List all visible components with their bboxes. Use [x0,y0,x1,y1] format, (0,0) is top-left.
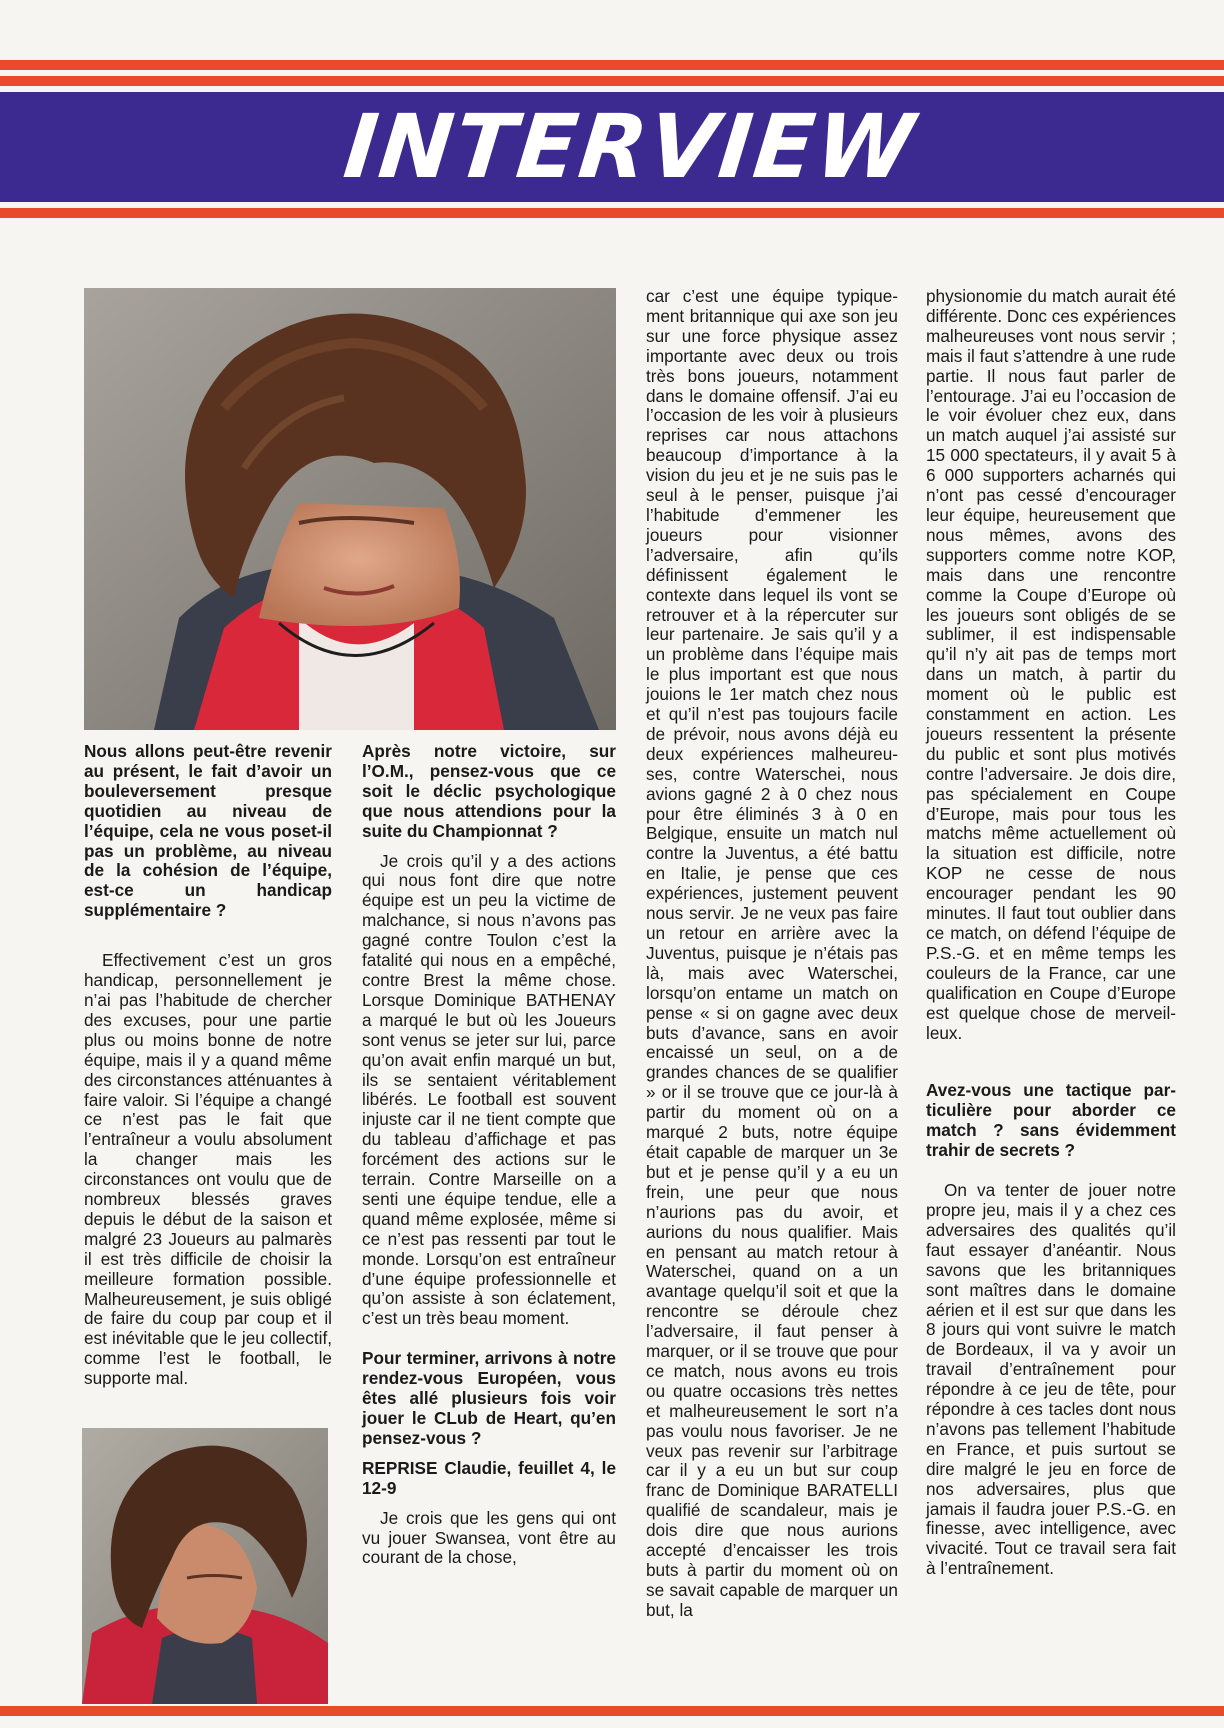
coach-small-photo [82,1428,328,1704]
question-cohesion: Nous allons peut-être revenir au présent, le fait d’avoir un bouleversement presque quotidien au niveau de l’équipe, cela ne vous poset-il pas un problème, au niveau de la cohésion de l’équipe, est-ce un handicap supplémentaire ? [84,741,332,921]
answer-victory-om: Je crois qu’il y a des actions qui nous font dire que notre équipe est un peu la victime de malchance, si nous n’avons pas gagné contre Toulon c’est la fatalité qui nous en a empêché, contre Brest la même chose. Lorsque Dominique BATHENAY a marqué le but où les Joueurs sont venus se jeter sur lui, parce qu’on avait enfin marqué un but, ils se sentaient véritablement libérés. Le football est souvent injuste car il ne tient compte que du tableau d’affichage et pas forcément des actions sur le terrain. Contre Marseille on a senti une équipe tendue, elle a quand même explosée, même si ce n’est pas ressenti par tout le monde. Lorsqu’on est entraîneur d’une équipe professionnelle et qu’on assiste à son éclatement, c’est un très beau moment. [362,850,616,1329]
reprise-note: REPRISE Claudie, feuillet 4, le 12-9 [362,1457,616,1498]
column-3 [646,287,898,1621]
question-victory-om: Après notre victoire, sur l’O.M., pensez-vous que ce soit le déclic psychologique que nous attendions pour la suite du Championnat ? [362,741,616,841]
question-european-match: Pour terminer, arrivons à notre rendez-vous Européen, vous êtes allé plusieurs fois voir jouer le CLub de Heart, qu’en pensez-vous ? [362,1348,616,1448]
question-tactics: Avez-vous une tactique particulière pour aborder ce match ? sans évidemment trahir de secrets ? [926,1080,1176,1161]
column-1 [84,742,332,1389]
answer-cohesion: Effectivement c’est un gros handicap, personnellement je n’ai pas l’habitude de chercher des excuses, pour une partie plus ou moins bonne de notre équipe, mais il y a quand même des circonstances atténuantes à faire valoir. Si l’équipe a changé ce n’est pas le fait que l’entraîneur a voulu absolument la changer mais les circonstances ont voulu que de nombreux blessés graves depuis le début de la saison et malgré 23 Joueurs au palmarès il est très difficile de choisir la meilleure formation possible. Malheureusement, je suis obligé de faire du coup par coup et il est inévitable que le jeu collectif, comme l’est le football, le supporte mal. [84,950,332,1389]
column-2 [362,742,616,1568]
lower-red-stripe [0,208,1224,218]
column-4 [926,287,1176,1579]
top-red-stripe [0,60,1224,70]
coach-portrait-photo [84,288,616,730]
answer-european-continued: car c’est une équipe typiquement britannique qui axe son jeu sur une force physique assez importante avec deux ou trois très bons joueurs, notamment dans le domaine offensif. J’ai eu l’occasion de les voir à plusieurs reprises car nous attachons beaucoup d’importance à la vision du jeu et je ne suis pas le seul à le penser, puisque j’ai l’habitude d’emmener les joueurs pour visionner l’adversaire, afin qu’ils définissent également le contexte dans lequel ils vont se retrouver et à la répercuter sur leur partenaire. Je sais qu’il y a un problème dans l’équipe mais le plus important est que nous jouions le 1er match chez nous et qu’il n’est pas toujours facile de prévoir, nous avons déjà eu deux expériences malheureuses, contre Waterschei, nous avions gagné 2 à 0 chez nous pour être éliminés 3 à 0 en Belgique, ensuite un match nul contre la Juventus, a été battu en Italie, je pense que ces expériences, justement peuvent nous servir. Je ne veux pas faire un retour en arrière avec la Juventus, puisque je n’étais pas là, mais avec Waterschei, lorsqu’on entame un match on pense « si on gagne avec deux buts d’avance, sans en avoir encaissé un seul, on a de grandes chances de se qualifier » or il se trouve que ce jour-là à partir du moment où on a marqué 2 buts, notre équipe était capable de marquer un 3e but et je pense qu’il y a eu un frein, une peur que nous n’aurions pas du avoir, et aurions du nous qualifier. Mais en pensant au match retour à Waterschei, quand on a un avantage quelqu’il soit et que la rencontre se déroule chez l’adversaire, il faut penser à marquer, or il se trouve que pour ce match, nous avons eu trois ou quatre occasions très nettes et malheureusement le sort n’a pas voulu nous favoriser. Je ne veux pas revenir sur l’arbitrage car il y a eu un but sur coup franc de Dominique BARATELLI qualifié de scandaleur, mais je dois dire que nous aurions accepté d’encaisser les trois buts à partir du moment où on se savait capable de marquer un but, la [646,286,898,1620]
answer-european-match: Je crois que les gens qui ont vu jouer Swansea, vont être au courant de la chose, [362,1507,616,1568]
answer-european-end: physionomie du match aurait été différente. Donc ces expériences malheureuses vont nous servir ; mais il faut s’attendre à une rude partie. Il nous faut parler de l’entourage. J’ai eu l’occasion de le voir évoluer chez eux, dans un match auquel j’ai assisté sur 15 000 spectateurs, il y avait 5 à 6 000 supporters acharnés qui n’ont pas cessé d’encourager leur équipe, heureusement que nous mêmes, avons des supporters comme notre KOP, mais dans une rencontre comme la Coupe d’Europe où les joueurs sont obligés de se sublimer, il est indispensable qu’il n’y ait pas de temps mort dans un match, à partir du moment où le public est constamment en action. Les joueurs ressentent la présente du public et sont plus motivés contre l’adversaire. Je dois dire, pas spécialement en Coupe d’Europe, mais pour tous les matchs même actuellement où la situation est difficile, notre KOP ne cesse de nous encourager pendant les 90 minutes. Il faut tout oublier dans ce match, on défend l’équipe de P.S.-G. et en même temps les couleurs de la France, car une qualification en Coupe d’Europe est quelque chose de merveilleux. [926,286,1176,1043]
page-title: INTERVIEW [339,95,921,198]
upper-red-stripe [0,76,1224,86]
bottom-red-stripe [0,1706,1224,1716]
answer-tactics: On va tenter de jouer notre propre jeu, mais il y a chez ces adversaires des qualités qu’il faut essayer d’anéantir. Nous savons que les britanniques sont maîtres dans le domaine aérien et il est sur que dans les 8 jours qui vont suivre le match de Bordeaux, il va y avoir un travail d’entraînement pour répondre à ce jeu de tête, pour répondre à ces tacles dont nous n’avons pas tellement l’habitude en France, et puis surtout se dire malgré le jeu en force de nos adversaires, plus que jamais il faudra jouer P.S.-G. en finesse, avec intelligence, avec vivacité. Tout ce travail sera fait à l’entraînement. [926,1180,1176,1579]
